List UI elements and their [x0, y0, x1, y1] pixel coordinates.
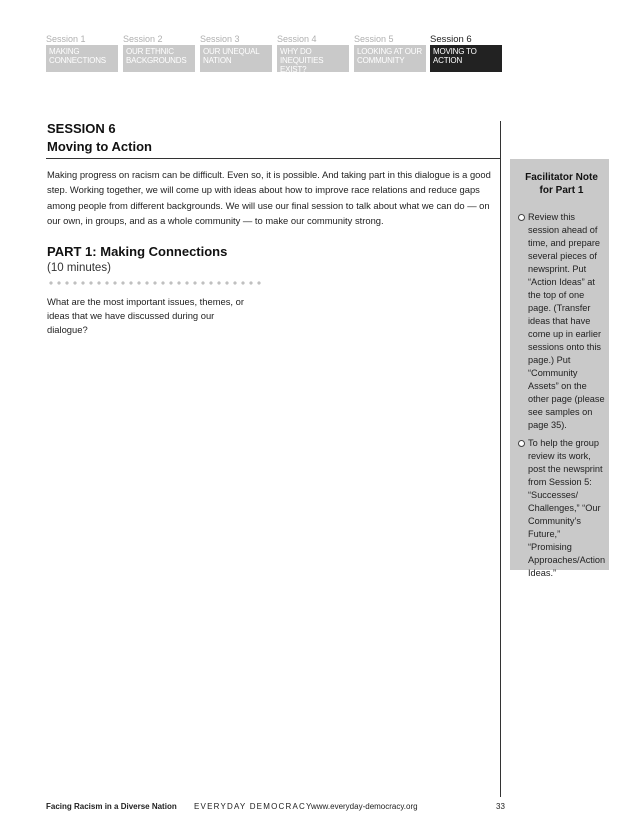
tab-session-label: Session 4 [277, 34, 317, 44]
tab-session-name: MOVING TO ACTION [430, 45, 502, 72]
dotted-divider [47, 281, 263, 285]
tab-session-name: MAKING CONNECTIONS [46, 45, 118, 72]
facilitator-note-item [518, 437, 605, 580]
tab-session-name: OUR ETHNIC BACKGROUNDS [123, 45, 195, 72]
note-item-text: To help the group review its work, post the newsprint from Session 5: “Successes/ Challenges,” “Our Community’s Future,” “Promising Approaches/Action Ideas.” [528, 438, 606, 578]
tab-session-name: WHY DO INEQUITIES EXIST? [277, 45, 349, 72]
session-tabs [46, 34, 502, 74]
tab-session-6[interactable] [430, 34, 504, 74]
facilitator-note-item [518, 211, 605, 432]
tab-session-label: Session 1 [46, 34, 86, 44]
circle-bullet-icon [518, 440, 525, 447]
intro-paragraph: Making progress on racism can be difficult. Even so, it is possible. And taking part in this dialogue is a good step. Working together, we will come up with ideas about how to improve race relations and reduce gaps among people from different backgrounds. We will use our final session to talk about what we can do — on our own, in groups, and as a whole community — to make our community strong. [47, 169, 491, 226]
tab-session-4[interactable] [277, 34, 351, 74]
part-title: Making Connections [100, 244, 228, 259]
tab-session-label: Session 2 [123, 34, 163, 44]
facilitator-note-title: Facilitator Note for Part 1 [525, 172, 598, 196]
column-divider [500, 121, 501, 797]
circle-bullet-icon [518, 214, 525, 221]
part-heading [47, 244, 227, 259]
discussion-question: What are the most important issues, themes, or ideas that we have discussed during our dialogue? [47, 296, 244, 335]
tab-session-name: OUR UNEQUAL NATION [200, 45, 272, 72]
session-title: Moving to Action [47, 139, 152, 154]
tab-session-2[interactable] [123, 34, 197, 74]
tab-session-name: LOOKING AT OUR COMMUNITY [354, 45, 426, 72]
footer-org: EVERYDAY DEMOCRACY [194, 802, 313, 811]
part-duration: (10 minutes) [47, 262, 111, 274]
footer-book-title: Facing Racism in a Diverse Nation [46, 802, 177, 811]
tab-session-3[interactable] [200, 34, 274, 74]
tab-session-label: Session 6 [430, 34, 472, 45]
page-title [47, 120, 152, 156]
session-heading: SESSION 6 [47, 121, 116, 136]
footer-url[interactable]: www.everyday-democracy.org [311, 802, 418, 811]
tab-session-5[interactable] [354, 34, 428, 74]
tab-session-label: Session 3 [200, 34, 240, 44]
part-number: PART 1: [47, 244, 97, 259]
note-item-text: Review this session ahead of time, and prepare several pieces of newsprint. Put “Action Ideas” at the top of one page. (Transfer ideas that have come up in earlier sessions onto this page.) Put “Community Assets” on the other page (please see samples on page 35). [528, 212, 605, 430]
tab-session-1[interactable] [46, 34, 120, 74]
page-number: 33 [496, 802, 505, 811]
tab-session-label: Session 5 [354, 34, 394, 44]
facilitator-note [510, 159, 609, 578]
title-divider [46, 158, 501, 159]
